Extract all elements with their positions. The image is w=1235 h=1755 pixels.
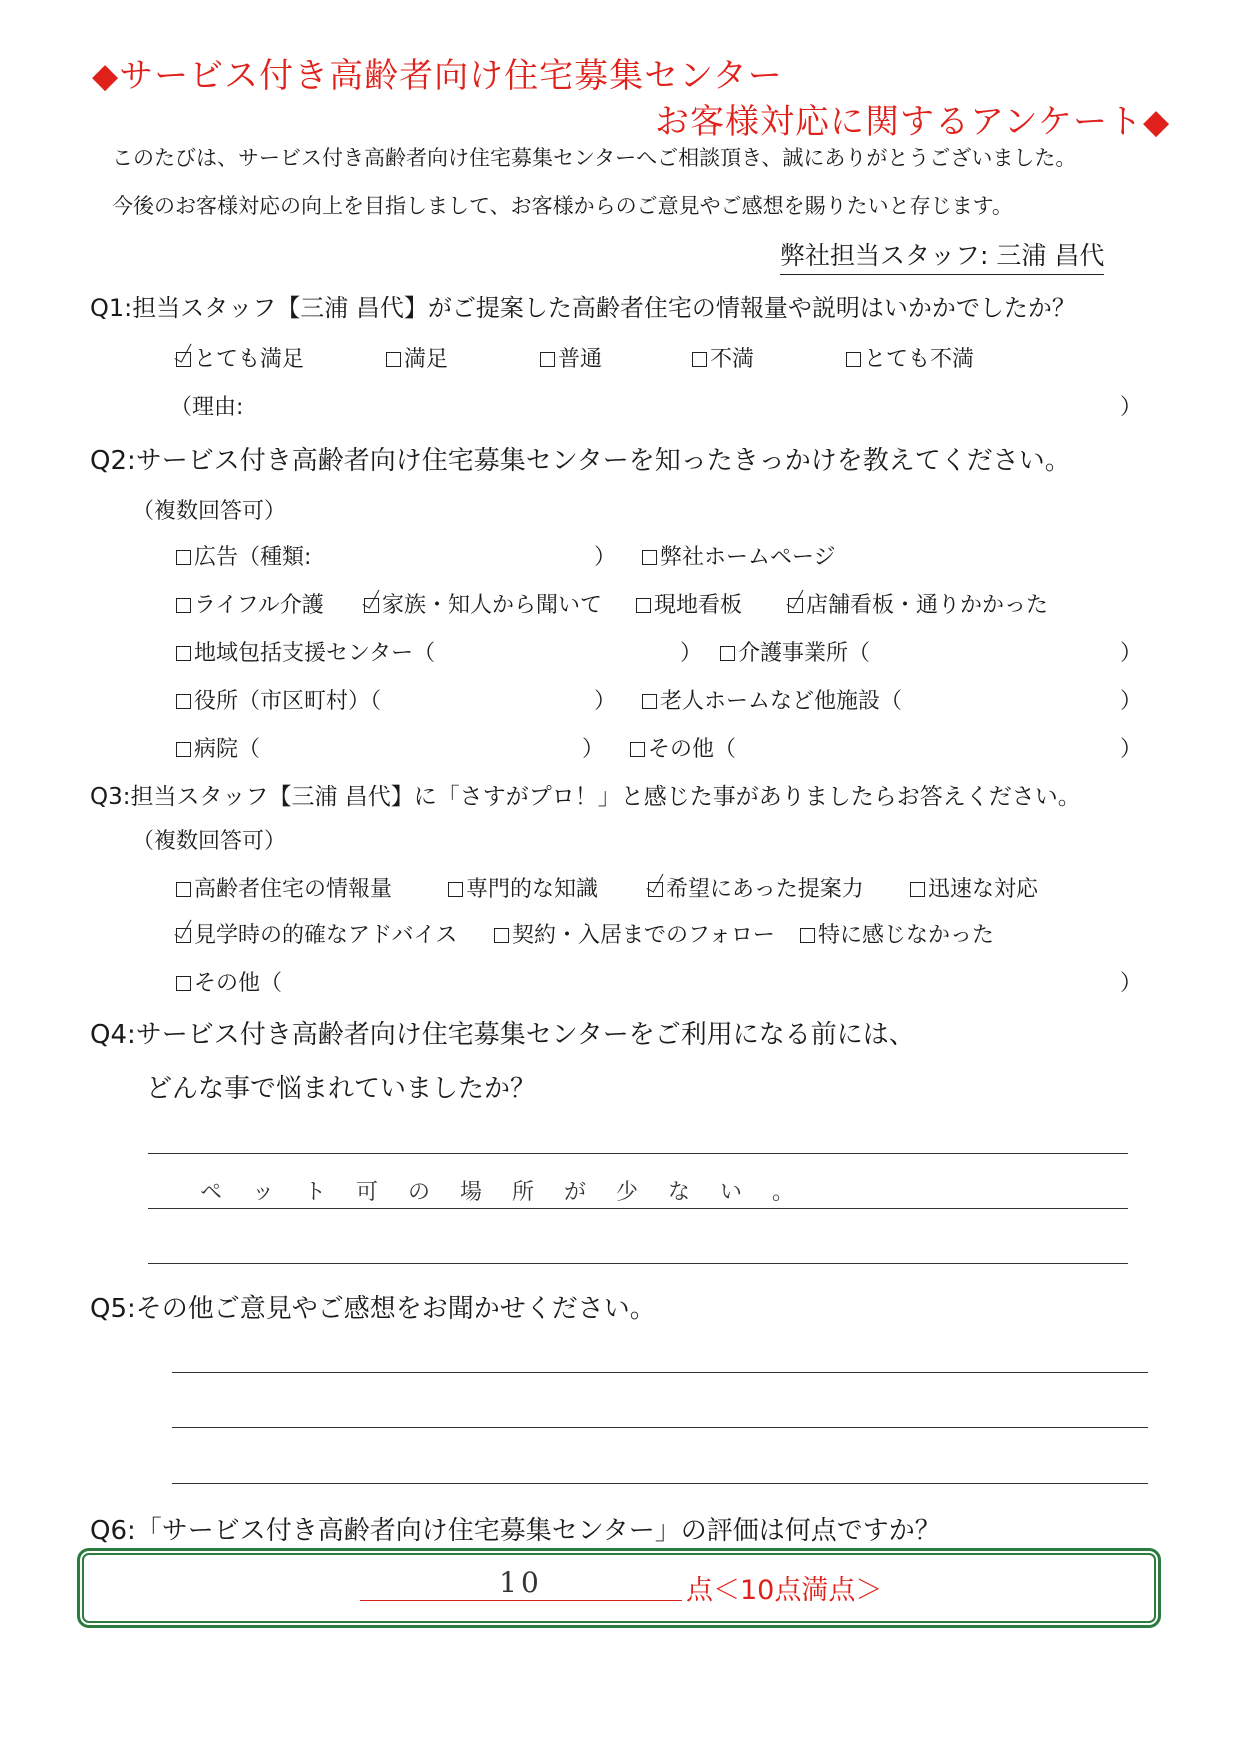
q2-ad-close: ） — [594, 545, 617, 570]
q2-option-city-office[interactable] — [176, 684, 381, 715]
q3-other-close: ） — [1120, 971, 1143, 996]
checkbox-icon[interactable] — [176, 976, 191, 991]
q2-option-family[interactable] — [364, 588, 602, 619]
option-label: 現地看板 — [654, 593, 743, 618]
q2-option-site-sign[interactable] — [636, 588, 742, 619]
option-label: 病院（ — [194, 737, 261, 762]
q2-hospital-close: ） — [582, 737, 605, 762]
q3-option-advice[interactable] — [176, 918, 457, 949]
checkbox-icon[interactable] — [176, 882, 191, 897]
option-label: 特に感じなかった — [818, 923, 995, 948]
q3-option-none[interactable] — [800, 918, 994, 949]
option-label: 希望にあった提案力 — [666, 877, 864, 902]
q1-option-satisfied[interactable] — [386, 342, 448, 373]
q5-answer-line-3 — [172, 1483, 1148, 1484]
option-label: ライフル介護 — [194, 593, 324, 618]
survey-title-line1: ◆サービス付き高齢者向け住宅募集センター — [92, 56, 783, 96]
q1-option-very-dissatisfied[interactable] — [846, 342, 974, 373]
checkbox-icon[interactable] — [720, 646, 735, 661]
checkbox-icon[interactable] — [540, 352, 555, 367]
q3-option-knowledge[interactable] — [448, 872, 598, 903]
checkbox-checked-icon[interactable] — [176, 928, 191, 943]
q4-answer-line-3 — [148, 1263, 1128, 1264]
option-label: 専門的な知識 — [466, 877, 599, 902]
option-label: 見学時の的確なアドバイス — [194, 923, 458, 948]
checkbox-icon[interactable] — [386, 352, 401, 367]
checkbox-icon[interactable] — [800, 928, 815, 943]
q2-multi-note: （複数回答可） — [132, 499, 287, 524]
option-label: 家族・知人から聞いて — [382, 593, 603, 618]
option-label: 満足 — [404, 347, 449, 372]
option-label: 役所（市区町村）（ — [194, 689, 382, 714]
q5-question: Q5:その他ご意見やご感想をお聞かせください。 — [90, 1294, 656, 1324]
q2-option-ad[interactable] — [176, 540, 311, 571]
checkbox-icon[interactable] — [176, 742, 191, 757]
q2-option-homepage[interactable] — [642, 540, 836, 571]
checkbox-icon[interactable] — [448, 882, 463, 897]
q4-answer-line-2 — [148, 1208, 1128, 1209]
checkbox-icon[interactable] — [176, 598, 191, 613]
option-label: その他（ — [648, 737, 737, 762]
q1-option-dissatisfied[interactable] — [692, 342, 754, 373]
q4-question-line2: どんな事で悩まれていましたか？ — [146, 1074, 537, 1104]
option-label: 介護事業所（ — [738, 641, 871, 666]
checkbox-icon[interactable] — [494, 928, 509, 943]
q2-support-center-close: ） — [680, 641, 703, 666]
q3-question: Q3:担当スタッフ【三浦 昌代】に「さすがプロ！」と感じた事がありましたらお答えください。 — [90, 784, 1081, 810]
staff-name: 弊社担当スタッフ: 三浦 昌代 — [780, 236, 1104, 275]
checkbox-icon[interactable] — [176, 694, 191, 709]
q2-option-other[interactable] — [630, 732, 736, 763]
q2-city-office-close: ） — [594, 689, 617, 714]
q2-option-support-center[interactable] — [176, 636, 435, 667]
score-suffix: 点＜10点満点＞ — [686, 1575, 883, 1606]
q1-reason-label: （理由: — [170, 395, 244, 420]
q6-question: Q6:「サービス付き高齢者向け住宅募集センター」の評価は何点ですか？ — [90, 1516, 941, 1546]
q2-option-care-office[interactable] — [720, 636, 870, 667]
option-label: とても満足 — [194, 347, 305, 372]
q3-option-follow[interactable] — [494, 918, 775, 949]
q3-option-quick[interactable] — [910, 872, 1038, 903]
q1-question: Q1:担当スタッフ【三浦 昌代】がご提案した高齢者住宅の情報量や説明はいかかでしたか？ — [90, 294, 1076, 322]
q2-option-facility[interactable] — [642, 684, 902, 715]
q5-answer-line-1 — [172, 1372, 1148, 1373]
checkbox-checked-icon[interactable] — [648, 882, 663, 897]
survey-title-line2: お客様対応に関するアンケート◆ — [655, 102, 1171, 142]
checkbox-icon[interactable] — [176, 646, 191, 661]
checkbox-checked-icon[interactable] — [364, 598, 379, 613]
q3-multi-note: （複数回答可） — [132, 829, 287, 854]
q4-question-line1: Q4:サービス付き高齢者向け住宅募集センターをご利用になる前には、 — [90, 1020, 915, 1050]
q1-reason-close: ） — [1120, 395, 1143, 420]
q4-handwritten-answer[interactable]: ペット可の場所が少ない。 — [200, 1180, 825, 1205]
option-label: とても不満 — [864, 347, 975, 372]
option-label: 弊社ホームページ — [660, 545, 836, 570]
option-label: 不満 — [710, 347, 755, 372]
checkbox-icon[interactable] — [642, 694, 657, 709]
q2-option-store-sign[interactable] — [788, 588, 1048, 619]
checkbox-icon[interactable] — [642, 550, 657, 565]
q5-answer-line-2 — [172, 1427, 1148, 1428]
option-label: 老人ホームなど他施設（ — [660, 689, 903, 714]
q2-other-close: ） — [1120, 737, 1143, 762]
q2-option-hospital[interactable] — [176, 732, 260, 763]
intro-text-1: このたびは、サービス付き高齢者向け住宅募集センターへご相談頂き、誠にありがとうございました。 — [112, 146, 1077, 170]
checkbox-icon[interactable] — [630, 742, 645, 757]
q2-option-lifull[interactable] — [176, 588, 324, 619]
checkbox-checked-icon[interactable] — [176, 352, 191, 367]
score-value[interactable]: 10 — [360, 1566, 682, 1601]
intro-text-2: 今後のお客様対応の向上を目指しまして、お客様からのご意見やご感想を賜りたいと存じます。 — [112, 194, 1013, 218]
option-label: 迅速な対応 — [928, 877, 1039, 902]
checkbox-icon[interactable] — [692, 352, 707, 367]
checkbox-icon[interactable] — [910, 882, 925, 897]
q2-question: Q2:サービス付き高齢者向け住宅募集センターを知ったきっかけを教えてください。 — [90, 446, 1071, 476]
option-label: 普通 — [558, 347, 603, 372]
q1-option-very-satisfied[interactable] — [176, 342, 304, 373]
option-label: 広告（種類: — [194, 545, 312, 570]
option-label: 高齢者住宅の情報量 — [194, 877, 393, 902]
option-label: 契約・入居までのフォロー — [512, 923, 775, 948]
q4-answer-line-1 — [148, 1153, 1128, 1154]
q3-option-info[interactable] — [176, 872, 392, 903]
checkbox-icon[interactable] — [846, 352, 861, 367]
option-label: 地域包括支援センター（ — [194, 641, 436, 666]
q3-option-proposal[interactable] — [648, 872, 864, 903]
checkbox-icon[interactable] — [636, 598, 651, 613]
q1-option-normal[interactable] — [540, 342, 602, 373]
q3-option-other[interactable] — [176, 966, 282, 997]
q2-facility-close: ） — [1120, 689, 1143, 714]
checkbox-checked-icon[interactable] — [788, 598, 803, 613]
checkbox-icon[interactable] — [176, 550, 191, 565]
option-label: 店舗看板・通りかかった — [806, 593, 1049, 618]
option-label: その他（ — [194, 971, 283, 996]
q2-care-office-close: ） — [1120, 641, 1143, 666]
